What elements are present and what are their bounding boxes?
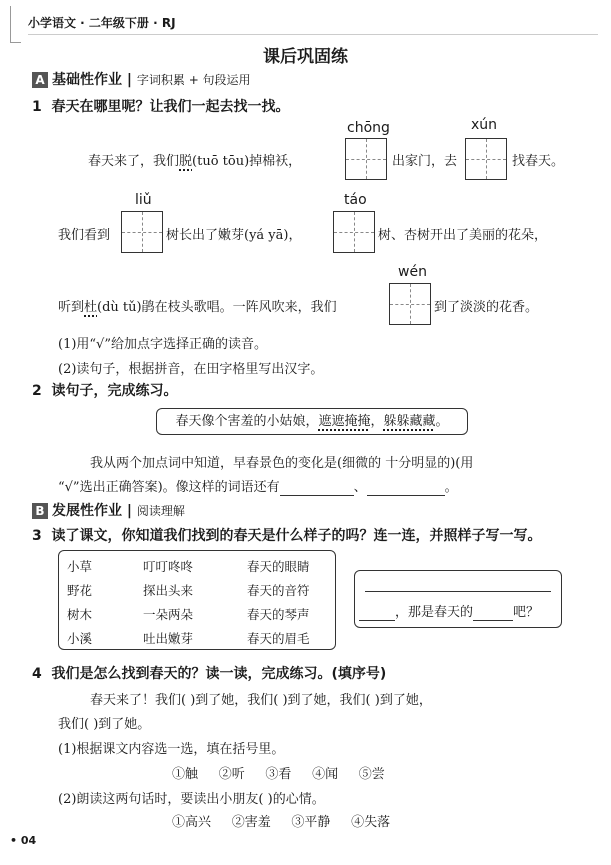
q1-line1-c: 出家门，去 <box>392 154 458 169</box>
pinyin-chong: chōng <box>347 120 390 136</box>
q2-heading <box>32 380 178 400</box>
q4-option[interactable]: ③看 <box>265 767 292 782</box>
q1-heading <box>32 96 290 116</box>
q1-line3-a: 听到杜(dù tǔ)鹃在枝头歌唱。一阵风吹来，我们 <box>58 300 337 315</box>
q1-instruction-2: (2)读句子，根据拼音，在田字格里写出汉字。 <box>58 362 324 377</box>
tianzige-liu[interactable] <box>121 211 163 253</box>
header-divider <box>28 34 598 35</box>
dotted-char-du: 杜 <box>84 300 98 315</box>
page-title: 课后巩固练 <box>263 47 348 67</box>
q4-paragraph-2: 我们( )到了她。 <box>58 717 151 732</box>
q4-instruction-1: (1)根据课文内容选一选，填在括号里。 <box>58 742 285 757</box>
q4-option[interactable]: ②听 <box>218 767 245 782</box>
match-col2-item[interactable]: 吐出嫩芽 <box>143 631 194 646</box>
match-col2-item[interactable]: 叮叮咚咚 <box>143 559 194 574</box>
q4-options-1 <box>172 763 385 782</box>
section-b-title: 发展性作业 <box>52 503 122 519</box>
q2-sentence-box: 春天像个害羞的小姑娘，遮遮掩掩，躲躲藏藏。 <box>156 408 468 435</box>
section-a-heading: A 基础性作业 | 字词积累 + 句段运用 <box>32 69 251 89</box>
match-col1-item[interactable]: 野花 <box>67 583 93 598</box>
q1-instruction-1: (1)用“√”给加点字选择正确的读音。 <box>58 337 267 352</box>
q3-text: 读了课文，你知道我们找到的春天是什么样子的吗？连一连，并照样子写一写。 <box>51 528 542 544</box>
pinyin-tao: táo <box>344 192 367 208</box>
section-b-badge: B <box>32 503 48 519</box>
tianzige-wen[interactable] <box>389 283 431 325</box>
q1-number: 1 <box>32 99 42 115</box>
q1-line1-d: 找春天。 <box>512 154 565 169</box>
match-col3-item[interactable]: 春天的琴声 <box>247 607 310 622</box>
dotted-char-tuo: 脱 <box>179 154 193 169</box>
section-a-badge: A <box>32 72 48 88</box>
section-a-sub: 字词积累 + 句段运用 <box>136 73 251 87</box>
q2-paragraph-1: 我从两个加点词中知道，早春景色的变化是(细微的 十分明显的)(用 <box>90 456 474 471</box>
tianzige-chong[interactable] <box>345 138 387 180</box>
pinyin-wen: wén <box>398 264 427 280</box>
q1-line2-c: 树、杏树开出了美丽的花朵， <box>378 228 548 243</box>
page-number: • 04 <box>10 834 37 847</box>
q1-line1-a: 春天来了，我们脱(tuō tōu)掉棉袄， <box>88 154 302 169</box>
q3-answer-box <box>354 570 562 628</box>
q4-option[interactable]: ①触 <box>172 767 199 782</box>
match-col2-item[interactable]: 一朵两朵 <box>143 607 194 622</box>
q4-options-2 <box>172 811 390 830</box>
q4-number: 4 <box>32 666 42 682</box>
q4-option[interactable]: ①高兴 <box>172 815 212 830</box>
match-col3-item[interactable]: 春天的音符 <box>247 583 310 598</box>
match-col1-item[interactable]: 树木 <box>67 607 93 622</box>
pinyin-xun: xún <box>471 117 498 133</box>
section-b-sub: 阅读理解 <box>136 504 185 518</box>
q3-blank-a[interactable] <box>359 605 395 621</box>
q1-line2-a: 我们看到 <box>58 228 111 243</box>
q2-text: 读句子，完成练习。 <box>51 383 178 399</box>
q2-paragraph-2: “√”选出正确答案)。像这样的词语还有 、 。 <box>58 480 458 495</box>
match-col3-item[interactable]: 春天的眉毛 <box>247 631 310 646</box>
q4-option[interactable]: ②害羞 <box>231 815 271 830</box>
q3-answer-line-1[interactable] <box>365 591 551 592</box>
tianzige-xun[interactable] <box>465 138 507 180</box>
page-corner-mark <box>10 6 21 43</box>
q2-number: 2 <box>32 383 42 399</box>
running-header: 小学语文 · 二年级下册 · RJ <box>28 16 176 30</box>
q4-heading <box>32 663 386 683</box>
tianzige-tao[interactable] <box>333 211 375 253</box>
q1-line3-c: 到了淡淡的花香。 <box>434 300 539 315</box>
q3-matching-box <box>58 550 336 650</box>
match-col1-item[interactable]: 小草 <box>67 559 93 574</box>
pinyin-liu: liǔ <box>135 192 152 208</box>
q4-option[interactable]: ③平静 <box>291 815 331 830</box>
q3-answer-line-2: ，那是春天的 吧？ <box>359 601 539 621</box>
section-a-title: 基础性作业 <box>52 72 122 88</box>
q4-option[interactable]: ④闻 <box>312 767 339 782</box>
q3-blank-b[interactable] <box>473 605 513 621</box>
q1-text: 春天在哪里呢？让我们一起去找一找。 <box>51 99 290 115</box>
section-b-heading: B 发展性作业 | 阅读理解 <box>32 500 185 520</box>
q3-number: 3 <box>32 528 42 544</box>
q4-option[interactable]: ④失落 <box>351 815 391 830</box>
q2-blank-2[interactable] <box>367 480 445 496</box>
dotted-word-2: 躲躲藏藏 <box>383 414 436 429</box>
dotted-word-1: 遮遮掩掩 <box>318 414 371 429</box>
q1-line2-b: 树长出了嫩芽(yá yā)， <box>166 228 302 243</box>
q4-paragraph-1: 春天来了！我们( )到了她，我们( )到了她，我们( )到了她， <box>90 693 432 708</box>
match-col1-item[interactable]: 小溪 <box>67 631 93 646</box>
q4-instruction-2: (2)朗读这两句话时，要读出小朋友( )的心情。 <box>58 792 325 807</box>
match-col3-item[interactable]: 春天的眼睛 <box>247 559 310 574</box>
q2-blank-1[interactable] <box>280 480 354 496</box>
q4-option[interactable]: ⑤尝 <box>358 767 385 782</box>
match-col2-item[interactable]: 探出头来 <box>143 583 194 598</box>
q4-text: 我们是怎么找到春天的？读一读，完成练习。(填序号) <box>51 666 387 682</box>
q3-heading <box>32 525 542 545</box>
